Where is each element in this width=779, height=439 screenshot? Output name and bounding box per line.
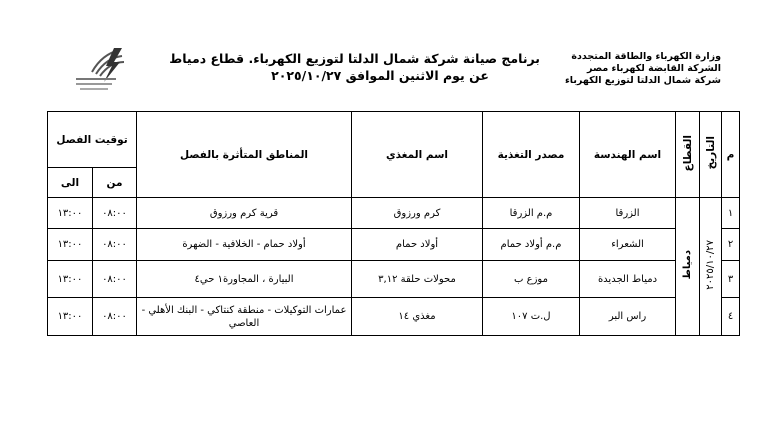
sector-cell (676, 198, 700, 336)
table-row (48, 198, 740, 229)
engineering-cell: راس البر (580, 298, 676, 336)
title-line-1: برنامج صيانة شركة شمال الدلتا لتوزيع الكهرباء. قطاع دمياط (169, 51, 540, 66)
row-index: ٢ (722, 229, 740, 261)
engineering-cell: دمياط الجديدة (580, 261, 676, 298)
table-row (48, 229, 740, 261)
col-header-cut-time: توقيت الفصل (48, 112, 137, 168)
to-time-cell: ١٣:٠٠ (48, 298, 93, 336)
col-header-index: م (722, 112, 740, 198)
header-row (48, 112, 740, 168)
from-time-cell: ٠٨:٠٠ (93, 298, 137, 336)
row-index: ١ (722, 198, 740, 229)
table-row (48, 261, 740, 298)
feed-source-cell: موزع ب (483, 261, 580, 298)
org-line-company: شركة شمال الدلتا لتوزيع الكهرباء (564, 75, 721, 86)
feeder-name-cell: محولات حلقة ٣,١٢ (352, 261, 483, 298)
affected-areas-cell: البيارة ، المجاورة١ حي٤ (137, 261, 352, 298)
affected-areas-cell: أولاد حمام - الخلافية - الضهرة (137, 229, 352, 261)
date-cell (700, 198, 722, 336)
to-time-cell: ١٣:٠٠ (48, 261, 93, 298)
feed-source-cell: م.م الزرقا (483, 198, 580, 229)
feeder-name-cell: مغذي ١٤ (352, 298, 483, 336)
row-index: ٤ (722, 298, 740, 336)
affected-areas-cell: عمارات التوكيلات - منطقة كنتاكي - البنك الأهلي - العاصي (137, 298, 352, 336)
engineering-cell: الشعراء (580, 229, 676, 261)
title-line-2: عن يوم الاثنين الموافق ٢٠٢٥/١٠/٢٧ (271, 68, 489, 83)
col-header-sector (676, 112, 700, 198)
row-index: ٣ (722, 261, 740, 298)
date-header-label: التاريخ (704, 136, 717, 170)
feeder-name-cell: كرم ورزوق (352, 198, 483, 229)
col-header-date (700, 112, 722, 198)
sector-header-label: القطاع (681, 134, 694, 172)
document-title (169, 50, 540, 84)
table-row (48, 298, 740, 336)
to-time-cell: ١٣:٠٠ (48, 198, 93, 229)
to-time-cell: ١٣:٠٠ (48, 229, 93, 261)
sector-value: دمياط (682, 250, 693, 280)
feed-source-cell: م.م أولاد حمام (483, 229, 580, 261)
col-header-feed-source: مصدر التغذية (483, 112, 580, 198)
feed-source-cell: ل.ت ١٠٧ (483, 298, 580, 336)
from-time-cell: ٠٨:٠٠ (93, 198, 137, 229)
feeder-name-cell: أولاد حمام (352, 229, 483, 261)
from-time-cell: ٠٨:٠٠ (93, 261, 137, 298)
company-logo (72, 44, 134, 96)
affected-areas-cell: قرية كرم ورزوق (137, 198, 352, 229)
engineering-cell: الزرقا (580, 198, 676, 229)
col-header-affected-areas: المناطق المتأثرة بالفصل (137, 112, 352, 198)
org-line-ministry: وزارة الكهرباء والطاقة المتجددة (571, 51, 721, 62)
organization-block (565, 51, 721, 87)
from-time-cell: ٠٨:٠٠ (93, 229, 137, 261)
col-header-feeder-name: اسم المغذي (352, 112, 483, 198)
col-header-to: الى (48, 168, 93, 198)
date-value: ٢٠٢٥/١٠/٢٧ (705, 240, 716, 290)
col-header-engineering: اسم الهندسة (580, 112, 676, 198)
org-line-holding: الشركة القابضة لكهرباء مصر (587, 63, 721, 74)
maintenance-schedule-table (47, 111, 740, 336)
col-header-from: من (93, 168, 137, 198)
